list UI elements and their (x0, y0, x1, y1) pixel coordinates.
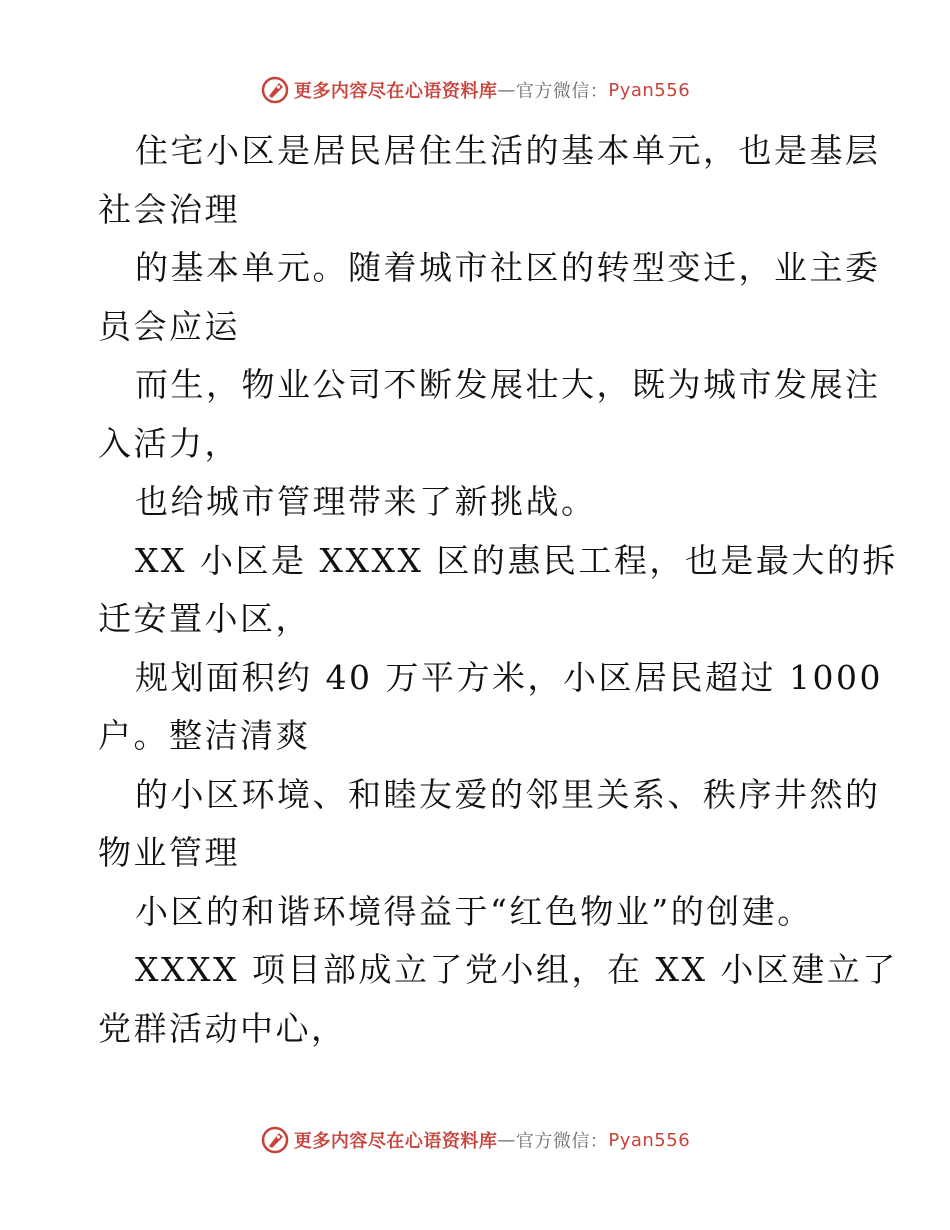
text-line: 迁安置小区， (98, 599, 311, 638)
text-line: 物业管理 (98, 833, 240, 872)
pen-nib-circle-icon (260, 1125, 290, 1155)
text-line: 而生，物业公司不断发展壮大，既为城市发展注 (135, 365, 881, 404)
footer-dash: — (497, 1129, 516, 1151)
text-line: 户。整洁清爽 (98, 716, 311, 755)
text-line: 也给城市管理带来了新挑战。 (135, 482, 597, 521)
text-line: 员会应运 (98, 306, 240, 346)
footer-wechat-label: 官方微信： (515, 1131, 609, 1152)
document-body (98, 122, 898, 1058)
header-dash: — (497, 79, 516, 101)
text-line: 规划面积约 40 万平方米，小区居民超过 1000 (135, 657, 883, 697)
text-line: 党群活动中心， (98, 1008, 347, 1048)
text-line: 入活力， (98, 423, 240, 463)
text-line: 社会治理 (98, 189, 240, 229)
header-wechat-label: 官方微信： (515, 81, 609, 102)
header-main-text: 更多内容尽在心语资料库 (293, 81, 498, 102)
header-wechat-id: Pyan556 (608, 79, 691, 101)
text-line: XXXX 项目部成立了党小组，在 XX 小区建立了 (135, 950, 898, 989)
text-line: 的基本单元。随着城市社区的转型变迁，业主委 (135, 248, 881, 287)
text-line: 住宅小区是居民居住生活的基本单元，也是基层 (135, 131, 881, 170)
header-banner (0, 72, 950, 108)
footer-main-text: 更多内容尽在心语资料库 (293, 1131, 498, 1152)
text-line: XX 小区是 XXXX 区的惠民工程，也是最大的拆 (135, 540, 898, 580)
text-line: 小区的和谐环境得益于“红色物业”的创建。 (135, 891, 813, 931)
text-line: 的小区环境、和睦友爱的邻里关系、秩序井然的 (135, 774, 881, 814)
pen-nib-circle-icon (260, 75, 290, 105)
footer-banner (0, 1122, 950, 1158)
footer-wechat-id: Pyan556 (608, 1129, 691, 1151)
